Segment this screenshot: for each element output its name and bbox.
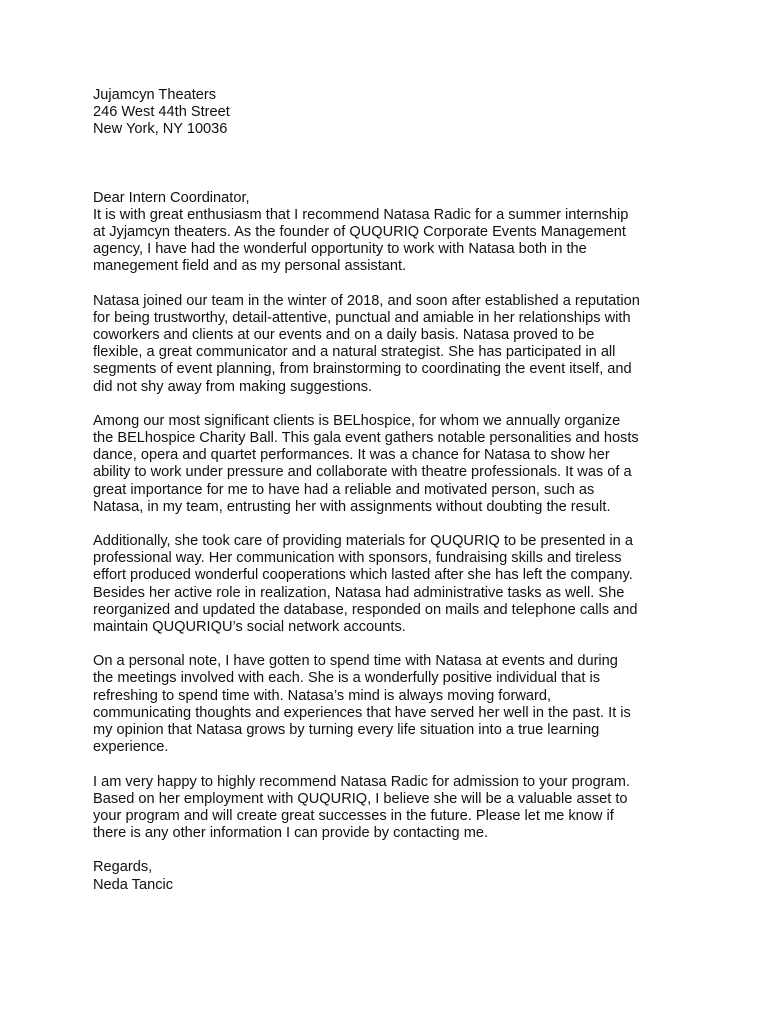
signature-name: Neda Tancic xyxy=(93,876,174,893)
salutation: Dear Intern Coordinator, xyxy=(93,189,250,206)
paragraph-line: communicating thoughts and experiences that have served her well in the past. It is xyxy=(93,704,631,721)
paragraph-line: ability to work under pressure and collaborate with theatre professionals. It was of a xyxy=(93,464,632,481)
paragraph-line: professional way. Her communication with sponsors, fundraising skills and tireless xyxy=(93,550,622,567)
paragraph-line: manegement field and as my personal assistant. xyxy=(93,258,407,275)
address-line-city: New York, NY 10036 xyxy=(93,121,228,138)
address-line-organization: Jujamcyn Theaters xyxy=(93,87,217,103)
paragraph-line: refreshing to spend time with. Natasa’s mind is always moving forward, xyxy=(93,687,552,704)
paragraph-line: Natasa, in my team, entrusting her with assignments without doubting the result. xyxy=(93,498,611,515)
recipient-address xyxy=(93,87,693,139)
paragraph-line: Based on her employment with QUQURIQ, I believe she will be a valuable asset to xyxy=(93,790,628,807)
paragraph-line: for being trustworthy, detail-attentive, punctual and amiable in her relationships with xyxy=(93,309,631,326)
paragraph-line: Additionally, she took care of providing materials for QUQURIQ to be presented in a xyxy=(93,533,633,550)
paragraph-line: maintain QUQURIQU’s social network accounts. xyxy=(93,619,406,636)
paragraph-introduction xyxy=(93,207,693,276)
paragraph-line: effort produced wonderful cooperations which lasted after she has left the company. xyxy=(93,567,633,584)
paragraph-team-role xyxy=(93,293,693,396)
paragraph-line: I am very happy to highly recommend Natasa Radic for admission to your program. xyxy=(93,773,630,790)
paragraph-clients xyxy=(93,413,693,516)
paragraph-line: at Jyjamcyn theaters. As the founder of QUQURIQ Corporate Events Management xyxy=(93,224,626,241)
paragraph-line: On a personal note, I have gotten to spend time with Natasa at events and during xyxy=(93,653,618,670)
paragraph-additional-duties xyxy=(93,533,693,636)
paragraph-recommendation xyxy=(93,774,693,843)
paragraph-personal-note xyxy=(93,653,693,756)
paragraph-line: experience. xyxy=(93,739,169,756)
paragraph-line: segments of event planning, from brainstorming to coordinating the event itself, and xyxy=(93,361,632,378)
paragraph-line: did not shy away from making suggestions. xyxy=(93,378,373,395)
paragraph-line: agency, I have had the wonderful opportunity to work with Natasa both in the xyxy=(93,241,587,258)
paragraph-line: coworkers and clients at our events and on a daily basis. Natasa proved to be xyxy=(93,327,595,344)
paragraph-line: It is with great enthusiasm that I recommend Natasa Radic for a summer internship xyxy=(93,206,629,223)
paragraph-line: reorganized and updated the database, responded on mails and telephone calls and xyxy=(93,601,638,618)
recommendation-letter xyxy=(93,87,693,894)
address-line-street: 246 West 44th Street xyxy=(93,104,230,121)
paragraph-line: flexible, a great communicator and a natural strategist. She has participated in all xyxy=(93,344,616,361)
paragraph-line: the meetings involved with each. She is a wonderfully positive individual that is xyxy=(93,670,601,687)
paragraph-line: the BELhospice Charity Ball. This gala event gathers notable personalities and hosts xyxy=(93,430,639,447)
paragraph-line: your program and will create great successes in the future. Please let me know if xyxy=(93,807,614,824)
paragraph-line: great importance for me to have had a reliable and motivated person, such as xyxy=(93,481,595,498)
paragraph-line: Besides her active role in realization, Natasa had administrative tasks as well. She xyxy=(93,584,625,601)
closing: Regards, xyxy=(93,859,153,876)
paragraph-line: there is any other information I can provide by contacting me. xyxy=(93,825,489,842)
paragraph-line: my opinion that Natasa grows by turning every life situation into a true learning xyxy=(93,722,600,739)
paragraph-line: dance, opera and quartet performances. It was a chance for Natasa to show her xyxy=(93,447,610,464)
paragraph-line: Natasa joined our team in the winter of 2018, and soon after established a reputation xyxy=(93,292,640,309)
paragraph-line: Among our most significant clients is BELhospice, for whom we annually organize xyxy=(93,412,621,429)
